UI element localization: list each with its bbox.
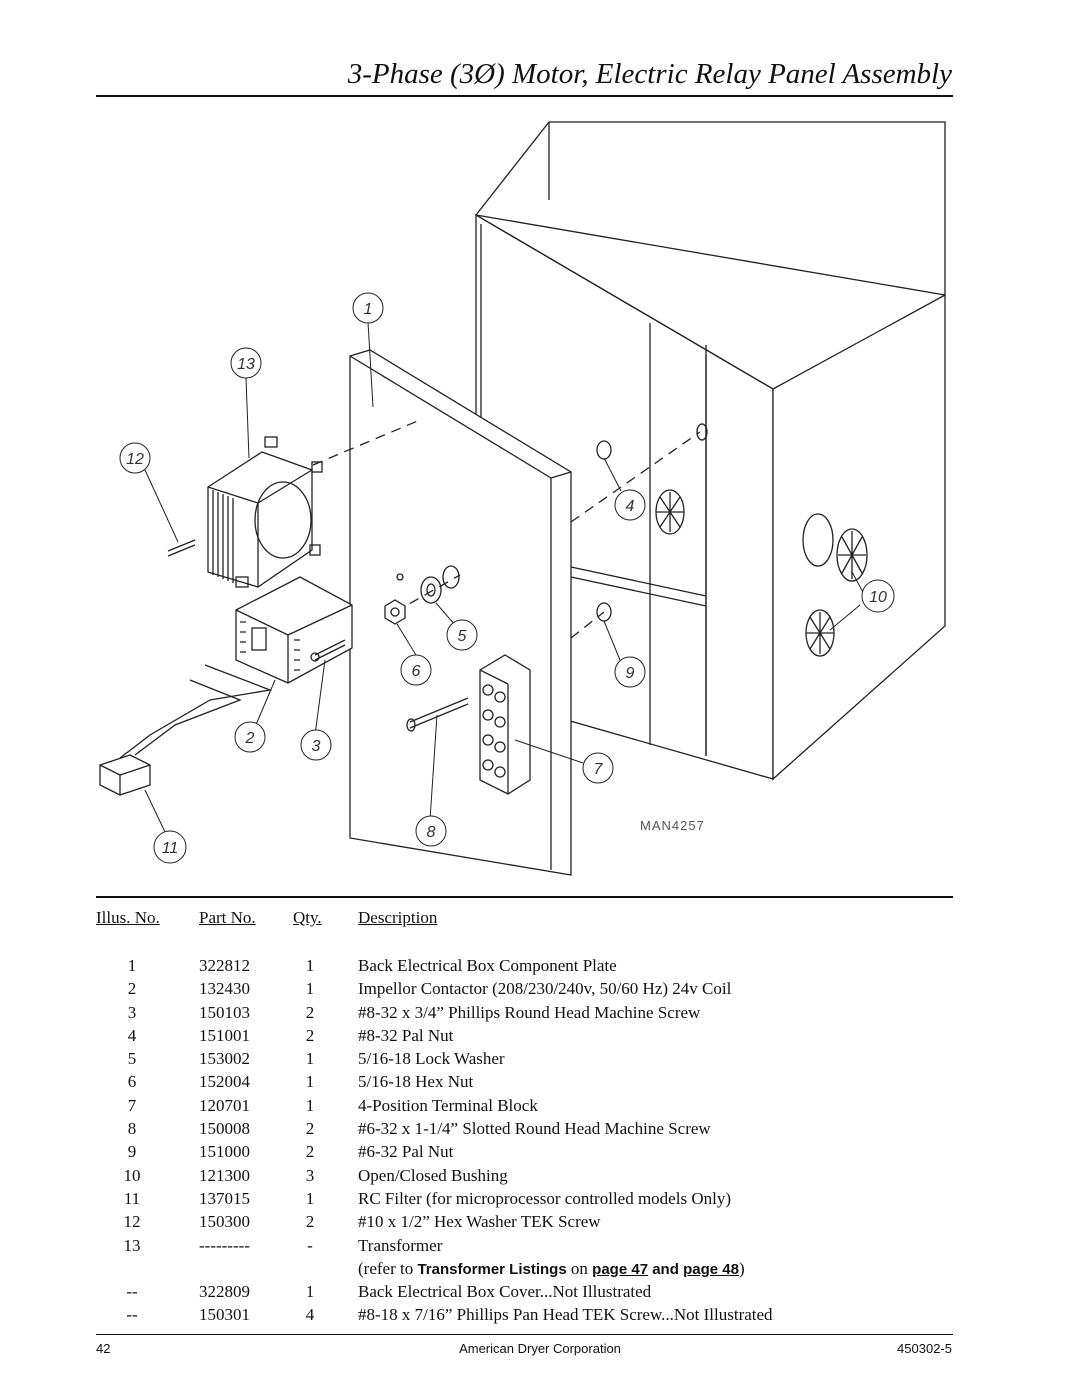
transformer-reference-row: (refer to Transformer Listings on page 47 and page 48): [358, 1258, 745, 1278]
table-row: 4 151001 2 #8-32 Pal Nut: [127, 1025, 454, 1045]
table-row: 6 152004 1 5/16-18 Hex Nut: [127, 1072, 474, 1092]
callout-12: 12: [126, 451, 144, 468]
parts-table: [0, 954, 1080, 1327]
transformer: [208, 437, 322, 587]
table-row: 9 151000 2 #6-32 Pal Nut: [127, 1142, 454, 1162]
header-desc: Description: [358, 908, 438, 927]
page-48-link[interactable]: page 48: [683, 1260, 739, 1278]
table-row: -- 322809 1 Back Electrical Box Cover...Not Illustrated: [126, 1282, 652, 1302]
table-row: 13 --------- - Transformer: [123, 1235, 443, 1255]
page-title: 3-Phase (3Ø) Motor, Electric Relay Panel Assembly: [347, 58, 952, 90]
contactor: [236, 577, 352, 683]
header-illus: Illus. No.: [96, 908, 160, 927]
callout-5: 5: [457, 628, 467, 645]
callout-4: 4: [625, 498, 635, 515]
table-row: 11 137015 1 RC Filter (for microprocessor controlled models Only): [123, 1188, 731, 1208]
callout-1: 1: [363, 301, 373, 318]
table-row: 12 150300 2 #10 x 1/2” Hex Washer TEK Screw: [123, 1212, 601, 1232]
table-rule: [96, 896, 953, 898]
table-row: 2 132430 1 Impellor Contactor (208/230/240v, 50/60 Hz) 24v Coil: [127, 979, 732, 999]
footer-rule: [96, 1334, 953, 1335]
drawing-id: MAN4257: [640, 818, 705, 833]
header-qty: Qty.: [293, 908, 322, 927]
callout-6: 6: [411, 663, 421, 680]
table-row: 8 150008 2 #6-32 x 1-1/4” Slotted Round Head Machine Screw: [127, 1119, 711, 1139]
callout-7: 7: [593, 761, 603, 778]
callout-3: 3: [311, 738, 321, 755]
company-name: American Dryer Corporation: [459, 1341, 621, 1356]
table-row: 3 150103 2 #8-32 x 3/4” Phillips Round Head Machine Screw: [127, 1002, 701, 1022]
callout-9: 9: [625, 665, 635, 682]
table-row: -- 150301 4 #8-18 x 7/16” Phillips Pan Head TEK Screw...Not Illustrated: [126, 1305, 773, 1325]
callout-2: 2: [245, 730, 255, 747]
table-row: 7 120701 1 4-Position Terminal Block: [127, 1095, 538, 1115]
callout-13: 13: [237, 356, 255, 373]
page-47-link[interactable]: page 47: [592, 1260, 649, 1278]
document-number: 450302-5: [897, 1341, 952, 1356]
callout-11: 11: [161, 840, 179, 857]
callout-10: 10: [869, 589, 887, 606]
table-row: 10 121300 3 Open/Closed Bushing: [123, 1165, 508, 1185]
table-row: 1 322812 1 Back Electrical Box Component Plate: [127, 956, 617, 975]
header-part: Part No.: [199, 908, 256, 927]
page-number: 42: [96, 1341, 111, 1356]
table-row: 5 153002 1 5/16-18 Lock Washer: [127, 1049, 505, 1069]
callout-8: 8: [426, 824, 436, 841]
terminal-block: [480, 655, 530, 794]
